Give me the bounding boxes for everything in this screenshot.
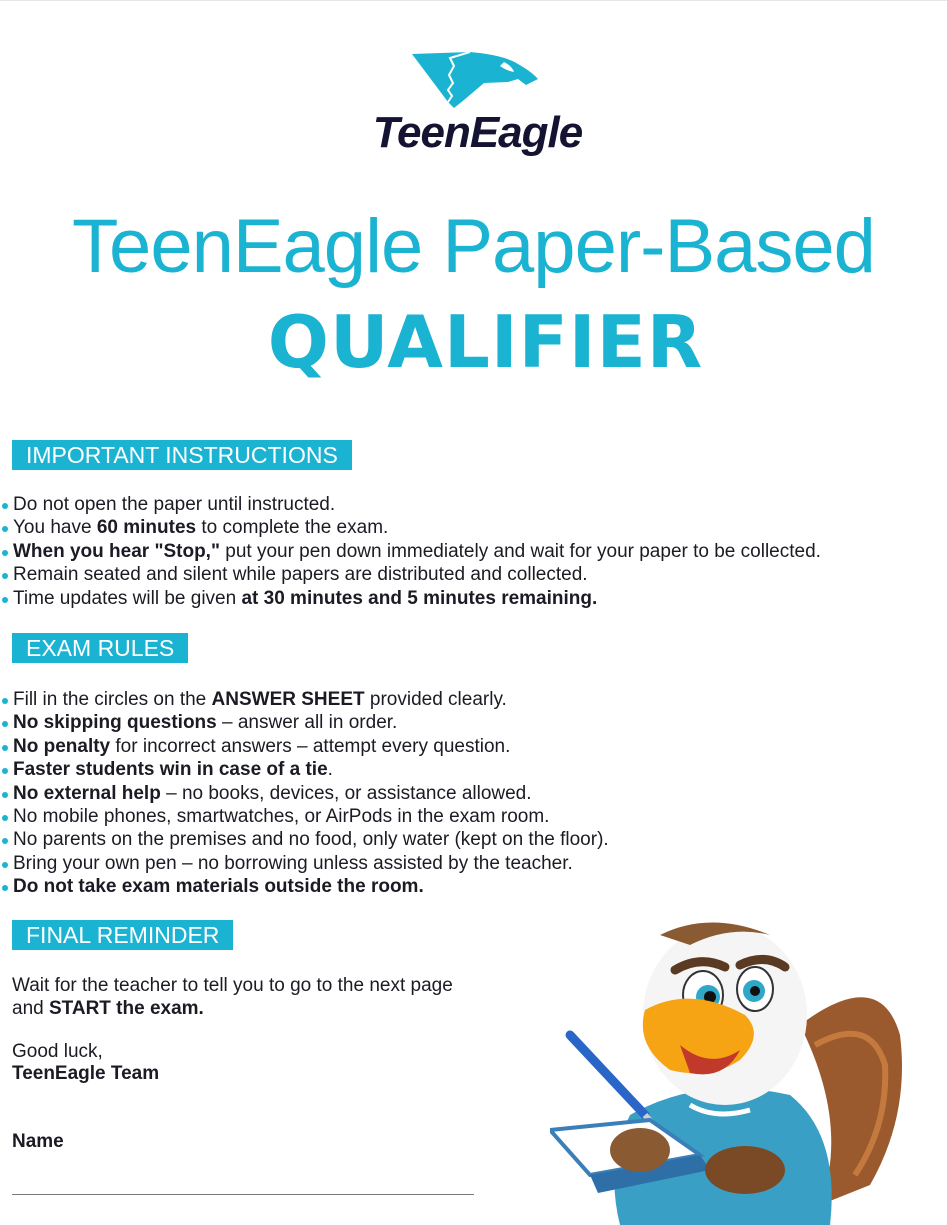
rule-item <box>0 735 609 758</box>
instruction-text: Time updates will be given <box>13 587 242 609</box>
reminder-line-1: Wait for the teacher to tell you to go to the next page <box>12 975 453 996</box>
rule-text: for incorrect answers – attempt every question. <box>110 735 511 757</box>
instruction-text: to complete the exam. <box>196 517 389 539</box>
reminder-bold: START the exam. <box>48 998 204 1019</box>
instruction-item <box>0 563 821 586</box>
name-write-line[interactable] <box>12 1194 474 1195</box>
instruction-text: put your pen down immediately and wait for your paper to be collected. <box>219 540 821 562</box>
rule-text: No skipping questions <box>13 712 217 734</box>
rule-text: No external help <box>13 782 161 804</box>
rule-text: – answer all in order. <box>216 712 398 734</box>
rule-item <box>0 758 609 781</box>
rule-text: No mobile phones, smartwatches, or AirPods in the exam room. <box>13 806 550 828</box>
instruction-text: When you hear "Stop," <box>13 540 220 562</box>
instruction-text: 60 minutes <box>96 517 197 539</box>
rule-text: ANSWER SHEET <box>211 689 365 710</box>
rule-text: Fill in the circles on the <box>13 689 212 710</box>
rule-item <box>0 688 609 711</box>
instruction-text: at 30 minutes and 5 minutes remaining. <box>241 587 598 609</box>
instruction-text: Do not open the paper until instructed. <box>13 494 336 515</box>
rule-item <box>0 828 609 851</box>
reminder-line-2 <box>12 997 204 1020</box>
rules-list <box>0 688 609 899</box>
top-border <box>0 0 947 1</box>
instructions-list <box>0 493 821 610</box>
instructions-heading: IMPORTANT INSTRUCTIONS <box>12 440 352 470</box>
rule-text: . <box>327 759 333 781</box>
reminder-heading: FINAL REMINDER <box>12 920 233 950</box>
instruction-item <box>0 587 821 610</box>
rule-item <box>0 852 609 875</box>
instruction-text: You have <box>13 517 97 539</box>
instruction-item <box>0 493 821 516</box>
rule-text: Faster students win in case of a tie <box>13 759 328 781</box>
rule-text: Bring your own pen – no borrowing unless assisted by the teacher. <box>13 852 573 874</box>
rule-item <box>0 711 609 734</box>
signoff-team: TeenEagle Team <box>12 1063 160 1084</box>
rule-item <box>0 805 609 828</box>
instruction-item <box>0 540 821 563</box>
logo-wordmark: TeenEagle <box>372 108 583 157</box>
signoff-greeting: Good luck, <box>12 1041 103 1062</box>
rule-text: No penalty <box>13 735 111 757</box>
rule-item <box>0 782 609 805</box>
rule-text: Do not take exam materials outside the room. <box>13 876 424 898</box>
rule-text: No parents on the premises and no food, only water (kept on the floor). <box>13 829 609 851</box>
instruction-item <box>0 516 821 539</box>
rule-text: provided clearly. <box>364 689 507 710</box>
page-title: TeenEagle Paper-Based <box>72 204 875 289</box>
rule-text: – no books, devices, or assistance allowed. <box>160 782 532 804</box>
page-subtitle: QUALIFIER <box>267 300 704 384</box>
rules-heading: EXAM RULES <box>12 633 188 663</box>
rule-item <box>0 875 609 898</box>
reminder-prefix: and <box>12 998 49 1019</box>
instruction-text: Remain seated and silent while papers are distributed and collected. <box>13 564 588 586</box>
eagle-mascot-icon <box>550 905 947 1225</box>
eagle-head-logo-icon <box>412 52 540 108</box>
name-label: Name <box>12 1131 64 1152</box>
